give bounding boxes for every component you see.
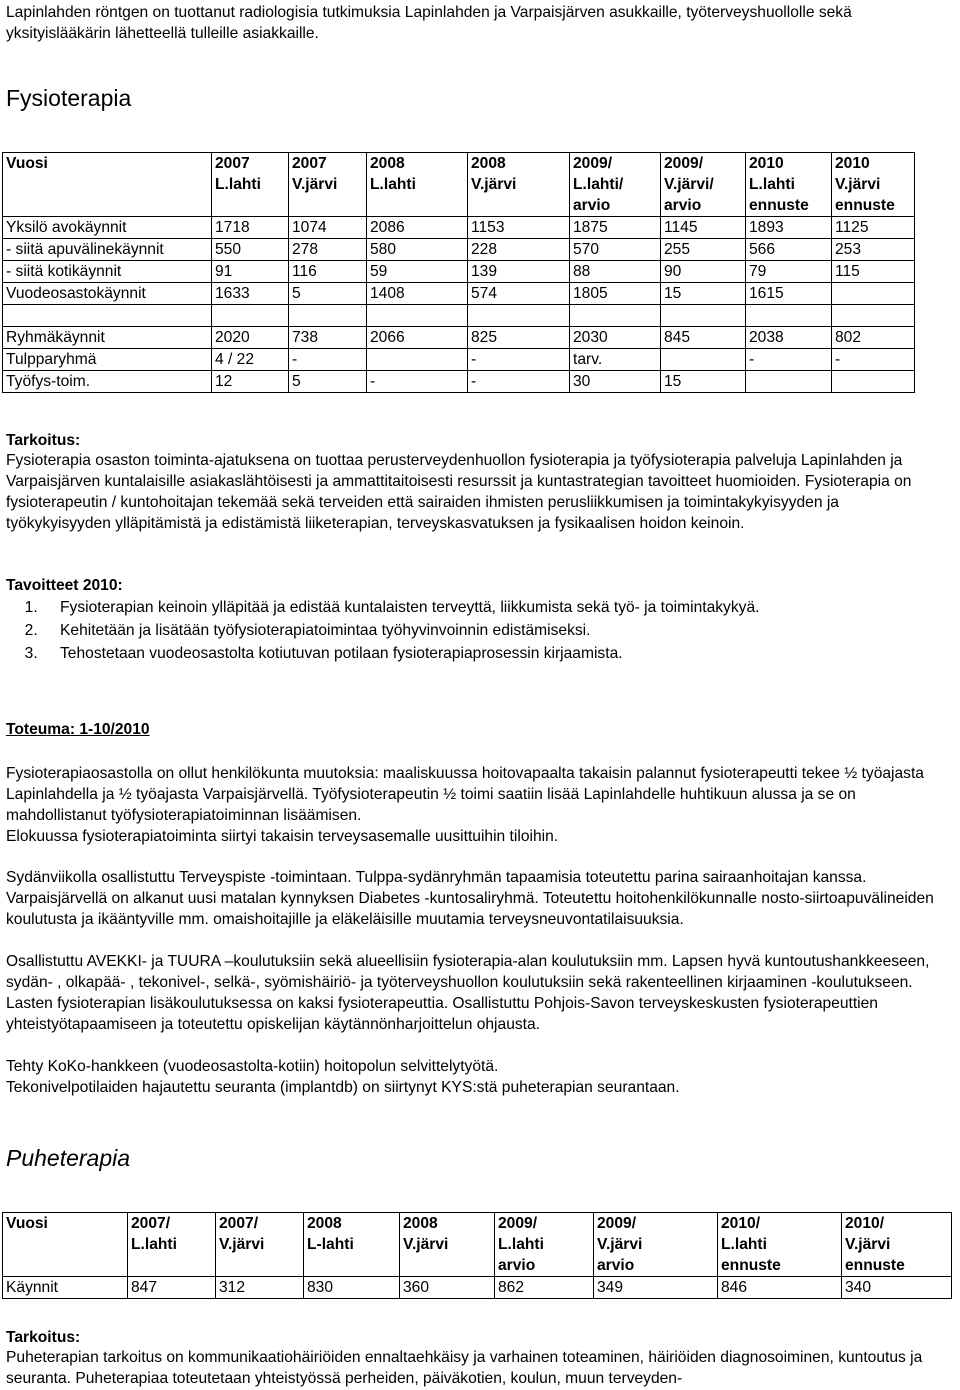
fysio-table-cell bbox=[661, 349, 746, 371]
fysio-table-cell bbox=[661, 305, 746, 327]
fysio-table-header-row bbox=[3, 153, 915, 217]
fysio-table-header-cell: 2009/ L.lahti/ arvio bbox=[570, 153, 661, 217]
fysio-table-cell: 1153 bbox=[468, 217, 570, 239]
fysio-table-row bbox=[3, 239, 915, 261]
toteuma-paragraph-3: Sydänviikolla osallistuttu Terveyspiste -toimintaan. Tulppa-sydänryhmän tapaamisia toteutettu parina sairaanhoitajan kanssa. Varpaisjärvellä on alkanut uusi matalan kynnyksen Diabetes -kuntosaliryhmä. Toteutettu hoitohenkilökunnalle nosto-siirtoapuvälineiden koulutusta ja ikääntyville mm. omaishoitajille ja eläkeläisille muutamia terveysneuvontatilaisuuksia. bbox=[6, 869, 934, 928]
fysio-table-cell: 802 bbox=[832, 327, 915, 349]
fysio-table-cell: 1633 bbox=[212, 283, 289, 305]
fysio-table-cell: tarv. bbox=[570, 349, 661, 371]
fysio-table-cell: 228 bbox=[468, 239, 570, 261]
fysio-table-cell: 2086 bbox=[367, 217, 468, 239]
puhe-table-header-cell: 2010/ V.järvi ennuste bbox=[842, 1213, 952, 1277]
fysio-table-cell: 1875 bbox=[570, 217, 661, 239]
fysio-table-cell: - bbox=[289, 349, 367, 371]
fysio-table-cell: 566 bbox=[746, 239, 832, 261]
fysio-table-cell: 1893 bbox=[746, 217, 832, 239]
fysio-table-cell: 255 bbox=[661, 239, 746, 261]
toteuma-paragraph-6: Tekonivelpotilaiden hajautettu seuranta (implantdb) on siirtynyt KYS:stä puheterapian seurantaan. bbox=[6, 1079, 680, 1096]
fysio-table-cell: Tulpparyhmä bbox=[3, 349, 212, 371]
fysio-table-cell: Yksilö avokäynnit bbox=[3, 217, 212, 239]
puheterapia-heading: Puheterapia bbox=[6, 1145, 131, 1171]
toteuma-paragraph-1: Fysioterapiaosastolla on ollut henkilökunta muutoksia: maaliskuussa hoitovapaalta takaisin palannut fysioterapeutti tekee ½ työajasta Lapinlahdella ja ½ työajasta Varpaisjärvellä. Työfysioterapeutin ½ toimi saatiin lisää Lapinlahdelle huhtikuun alussa ja se on mahdollistanut työfysioterapiatoiminnan lisäämisen. bbox=[6, 765, 924, 824]
fysio-table-cell: 1074 bbox=[289, 217, 367, 239]
fysio-table-cell bbox=[746, 371, 832, 393]
fysio-table-row bbox=[3, 283, 915, 305]
tavoitteet-label: Tavoitteet 2010: bbox=[6, 577, 123, 594]
fysio-table-cell bbox=[832, 283, 915, 305]
fysio-table-cell: 116 bbox=[289, 261, 367, 283]
fysio-table-cell bbox=[212, 305, 289, 327]
tavoite-item-1: 1. Fysioterapian keinoin ylläpitää ja edistää kuntalaisten terveyttä, liikkumista sekä työ- ja toimintakykyä. bbox=[42, 596, 960, 619]
fysio-table-cell: - bbox=[832, 349, 915, 371]
fysio-table-cell: 139 bbox=[468, 261, 570, 283]
fysio-table-header-cell: 2009/ V.järvi/ arvio bbox=[661, 153, 746, 217]
fysio-table-cell bbox=[367, 349, 468, 371]
fysio-table-cell: 59 bbox=[367, 261, 468, 283]
fysio-table-cell: 91 bbox=[212, 261, 289, 283]
fysio-table-cell: 1718 bbox=[212, 217, 289, 239]
fysio-table-header-cell: 2008 L.lahti bbox=[367, 153, 468, 217]
puhe-table-row bbox=[3, 1277, 952, 1299]
puhe-table-cell: 862 bbox=[495, 1277, 594, 1299]
fysio-table-cell: 825 bbox=[468, 327, 570, 349]
puhe-table-cell: 312 bbox=[216, 1277, 304, 1299]
fysio-table-cell: - bbox=[468, 349, 570, 371]
fysio-table-row bbox=[3, 261, 915, 283]
fysio-table-header-cell: 2010 V.järvi ennuste bbox=[832, 153, 915, 217]
fysio-table-cell: 1145 bbox=[661, 217, 746, 239]
fysio-table-cell: - bbox=[468, 371, 570, 393]
fysio-table-cell: 253 bbox=[832, 239, 915, 261]
fysio-table-cell: 30 bbox=[570, 371, 661, 393]
fysio-table-header-cell: Vuosi bbox=[3, 153, 212, 217]
fysio-table-cell bbox=[746, 305, 832, 327]
fysio-table-cell: Ryhmäkäynnit bbox=[3, 327, 212, 349]
fysio-table-cell bbox=[367, 305, 468, 327]
fysio-table-cell: 90 bbox=[661, 261, 746, 283]
toteuma-paragraph-2: Elokuussa fysioterapiatoiminta siirtyi takaisin terveysasemalle uusittuihin tiloihin. bbox=[6, 828, 559, 845]
puhe-table-cell: 846 bbox=[718, 1277, 842, 1299]
fysio-table-cell: 4 / 22 bbox=[212, 349, 289, 371]
fysio-tarkoitus-label: Tarkoitus: bbox=[6, 432, 81, 449]
fysio-tarkoitus-text: Fysioterapia osaston toiminta-ajatuksena on tuottaa perusterveydenhuollon fysioterapia ja työfysioterapia palveluja Lapinlahden ja Varpaisjärven kuntalaisille asiakaslähtöisesti ja ammattitaitoisesti resurssit ja kuntastrategian tavoitteet huomioiden. Fysioterapia on fysioterapeutin / kuntohoitajan tekemää sekä terveiden että sairaiden ihmisten perusliikkumisen ja toimintakykyisyyden ja työkykyisyyden ylläpitämistä ja edistämistä liiketerapian, terveyskasvatuksen ja fysikaalisen hoidon keinoin. bbox=[6, 452, 912, 532]
fysio-table-header-cell: 2007 L.lahti bbox=[212, 153, 289, 217]
fysio-table-cell: 580 bbox=[367, 239, 468, 261]
fysioterapia-heading: Fysioterapia bbox=[6, 85, 132, 111]
tavoite-item-3: 3. Tehostetaan vuodeosastolta kotiutuvan potilaan fysioterapiaprosessin kirjaamista. bbox=[42, 642, 960, 665]
puhe-table-header-cell: 2009/ V.järvi arvio bbox=[594, 1213, 718, 1277]
fysio-table-cell: 574 bbox=[468, 283, 570, 305]
puhe-table-cell: 360 bbox=[400, 1277, 495, 1299]
fysio-table-cell: Työfys-toim. bbox=[3, 371, 212, 393]
fysio-table-cell: 12 bbox=[212, 371, 289, 393]
fysio-table-cell bbox=[3, 305, 212, 327]
fysio-table-cell: 15 bbox=[661, 371, 746, 393]
fysio-table-cell: 2038 bbox=[746, 327, 832, 349]
fysio-table-cell: 1615 bbox=[746, 283, 832, 305]
puhe-table-header-cell: 2008 L-lahti bbox=[304, 1213, 400, 1277]
fysio-table-cell: 845 bbox=[661, 327, 746, 349]
intro-paragraph: Lapinlahden röntgen on tuottanut radiologisia tutkimuksia Lapinlahden ja Varpaisjärven asukkaille, työterveyshuollolle sekä yksityislääkärin lähetteellä tulleille asiakkaille. bbox=[6, 4, 852, 42]
fysio-table-cell: 79 bbox=[746, 261, 832, 283]
fysio-table-cell bbox=[832, 305, 915, 327]
puhe-tarkoitus-label: Tarkoitus: bbox=[6, 1329, 81, 1346]
fysio-table-cell bbox=[289, 305, 367, 327]
puhe-table-cell: 349 bbox=[594, 1277, 718, 1299]
fysio-table-cell: 1805 bbox=[570, 283, 661, 305]
fysio-table-cell: 1125 bbox=[832, 217, 915, 239]
fysio-table-cell: 278 bbox=[289, 239, 367, 261]
fysio-table-cell: 115 bbox=[832, 261, 915, 283]
fysio-table-cell: 2066 bbox=[367, 327, 468, 349]
fysio-table-cell: 2030 bbox=[570, 327, 661, 349]
fysio-table-cell: Vuodeosastokäynnit bbox=[3, 283, 212, 305]
fysio-table-cell: 5 bbox=[289, 283, 367, 305]
fysio-table-cell: 5 bbox=[289, 371, 367, 393]
puhe-table-header-cell: Vuosi bbox=[3, 1213, 128, 1277]
puheterapia-table bbox=[2, 1212, 952, 1299]
puhe-tarkoitus-text: Puheterapian tarkoitus on kommunikaatiohäiriöiden ennaltaehkäisy ja varhainen toteaminen, häiriöiden diagnosoiminen, kuntoutus ja seuranta. Puheterapiaa toteutetaan yhteistyössä perheiden, päiväkotien, koulun, muun terveyden- bbox=[6, 1349, 923, 1387]
puhe-table-header-cell: 2010/ L.lahti ennuste bbox=[718, 1213, 842, 1277]
fysio-table-cell: - siitä apuvälinekäynnit bbox=[3, 239, 212, 261]
puhe-table-header-cell: 2009/ L.lahti arvio bbox=[495, 1213, 594, 1277]
fysio-table-header-cell: 2008 V.järvi bbox=[468, 153, 570, 217]
fysioterapia-table bbox=[2, 152, 915, 393]
fysio-table-row bbox=[3, 305, 915, 327]
puhe-table-cell: Käynnit bbox=[3, 1277, 128, 1299]
fysio-table-header-cell: 2007 V.järvi bbox=[289, 153, 367, 217]
puhe-table-header-cell: 2007/ V.järvi bbox=[216, 1213, 304, 1277]
puhe-table-cell: 830 bbox=[304, 1277, 400, 1299]
toteuma-label: Toteuma: 1-10/2010 bbox=[6, 721, 150, 738]
fysio-table-row bbox=[3, 349, 915, 371]
fysio-table-row bbox=[3, 371, 915, 393]
fysio-table-cell: 15 bbox=[661, 283, 746, 305]
fysio-table-cell bbox=[468, 305, 570, 327]
puhe-table-header-cell: 2007/ L.lahti bbox=[128, 1213, 216, 1277]
fysio-table-cell bbox=[570, 305, 661, 327]
puhe-table-cell: 847 bbox=[128, 1277, 216, 1299]
fysio-table-cell: 2020 bbox=[212, 327, 289, 349]
puhe-table-header-cell: 2008 V.järvi bbox=[400, 1213, 495, 1277]
fysio-table-cell: 738 bbox=[289, 327, 367, 349]
toteuma-paragraph-4: Osallistuttu AVEKKI- ja TUURA –koulutuksiin sekä alueellisiin fysioterapia-alan koulutuksiin mm. Lapsen hyvä kuntoutushankkeeseen, sydän- , olkapää- , tekonivel-, selkä-, syömishäiriö- ja työterveyshuollon koulutuksiin sekä rakenteellinen kirjaaminen -koulutukseen. Lasten fysioterapian lisäkoulutuksessa on kaksi fysioterapeuttia. Osallistuttu Pohjois-Savon terveyskeskusten fysioterapeuttien yhteistyötapaamiseen ja toteutettu opiskelijan käytännönharjoittelun ohjausta. bbox=[6, 953, 930, 1033]
tavoite-item-2: 2. Kehitetään ja lisätään työfysioterapiatoimintaa työhyvinvoinnin edistämiseksi. bbox=[42, 619, 960, 642]
puhe-table-header-row bbox=[3, 1213, 952, 1277]
toteuma-paragraph-5: Tehty KoKo-hankkeen (vuodeosastolta-kotiin) hoitopolun selvittelytyötä. bbox=[6, 1058, 499, 1075]
fysio-table-cell: 88 bbox=[570, 261, 661, 283]
fysio-table-cell: 550 bbox=[212, 239, 289, 261]
fysio-table-cell: - bbox=[746, 349, 832, 371]
fysio-table-cell: - siitä kotikäynnit bbox=[3, 261, 212, 283]
fysio-table-cell: - bbox=[367, 371, 468, 393]
fysio-table-header-cell: 2010 L.lahti ennuste bbox=[746, 153, 832, 217]
fysio-table-row bbox=[3, 217, 915, 239]
fysio-table-cell: 570 bbox=[570, 239, 661, 261]
tavoitteet-list bbox=[6, 596, 960, 665]
fysio-table-cell bbox=[832, 371, 915, 393]
puhe-table-cell: 340 bbox=[842, 1277, 952, 1299]
fysio-table-cell: 1408 bbox=[367, 283, 468, 305]
fysio-table-row bbox=[3, 327, 915, 349]
